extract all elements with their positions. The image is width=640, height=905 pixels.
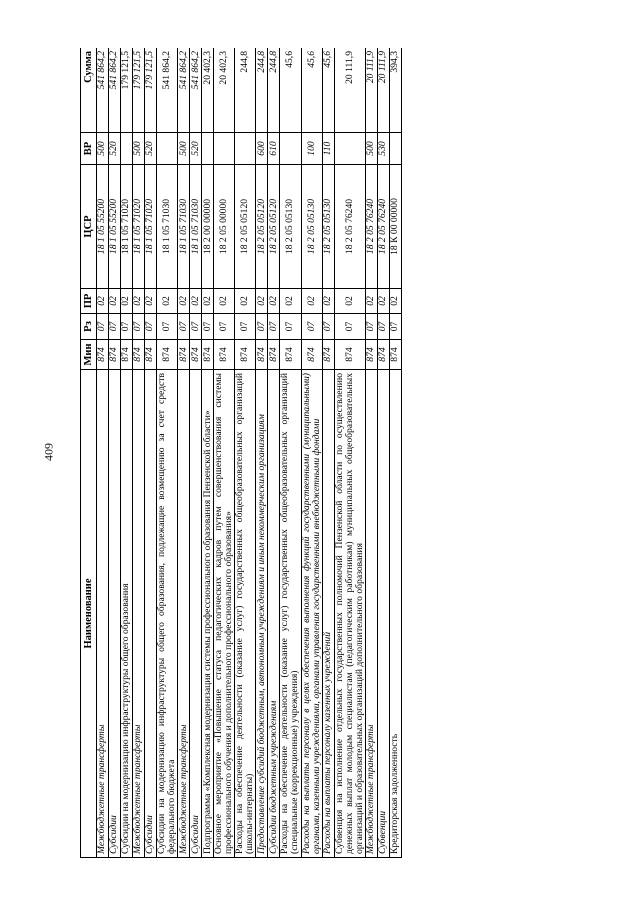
cell-vr bbox=[157, 133, 178, 165]
cell-pr: 02 bbox=[389, 289, 401, 314]
table-row bbox=[377, 48, 389, 858]
header-sum: Сумма bbox=[81, 48, 97, 133]
cell-sum: 244,8 bbox=[235, 48, 256, 133]
cell-rz: 07 bbox=[214, 314, 235, 340]
cell-min: 874 bbox=[190, 340, 202, 370]
cell-csr: 18 2 05 00000 bbox=[214, 165, 235, 289]
cell-min: 874 bbox=[202, 340, 214, 370]
header-min: Мин bbox=[81, 340, 97, 370]
header-vr: ВР bbox=[81, 133, 97, 165]
rotated-page bbox=[80, 48, 568, 858]
cell-csr: 18 2 05 05130 bbox=[280, 165, 301, 289]
cell-name: Расходы на выплаты персоналу казенных учреждений bbox=[322, 370, 334, 858]
cell-vr: 520 bbox=[190, 133, 202, 165]
table-row bbox=[256, 48, 268, 858]
cell-min: 874 bbox=[389, 340, 401, 370]
cell-rz: 07 bbox=[322, 314, 334, 340]
cell-pr: 02 bbox=[235, 289, 256, 314]
cell-vr bbox=[202, 133, 214, 165]
header-name: Наименование bbox=[81, 370, 97, 858]
table-row bbox=[235, 48, 256, 858]
cell-csr: 18 2 05 05130 bbox=[322, 165, 334, 289]
budget-table bbox=[80, 48, 402, 858]
cell-pr: 02 bbox=[121, 289, 133, 314]
cell-min: 874 bbox=[334, 340, 365, 370]
cell-sum: 541 864,2 bbox=[190, 48, 202, 133]
cell-rz: 07 bbox=[121, 314, 133, 340]
cell-sum: 394,3 bbox=[389, 48, 401, 133]
cell-sum: 20 402,3 bbox=[214, 48, 235, 133]
cell-csr: 18 2 05 05130 bbox=[301, 165, 322, 289]
table-row bbox=[214, 48, 235, 858]
cell-name: Кредиторская задолженность bbox=[389, 370, 401, 858]
cell-sum: 541 864,2 bbox=[109, 48, 121, 133]
table-row bbox=[133, 48, 145, 858]
cell-vr: 500 bbox=[365, 133, 377, 165]
table-body bbox=[97, 48, 402, 858]
cell-sum: 541 864,2 bbox=[178, 48, 190, 133]
cell-sum: 20 111,9 bbox=[334, 48, 365, 133]
cell-min: 874 bbox=[157, 340, 178, 370]
cell-pr: 02 bbox=[145, 289, 157, 314]
cell-csr: 18 1 05 71020 bbox=[145, 165, 157, 289]
cell-rz: 07 bbox=[377, 314, 389, 340]
cell-name: Основное мероприятие «Повышение статуса педагогических кадров путем совершенствования системы профессионального обучения и дополнительного профессионального образования» bbox=[214, 370, 235, 858]
cell-csr: 18 1 05 71020 bbox=[121, 165, 133, 289]
cell-vr bbox=[235, 133, 256, 165]
cell-vr bbox=[121, 133, 133, 165]
cell-vr bbox=[214, 133, 235, 165]
cell-sum: 179 121,5 bbox=[121, 48, 133, 133]
cell-pr: 02 bbox=[334, 289, 365, 314]
cell-sum: 179 121,5 bbox=[133, 48, 145, 133]
cell-vr: 500 bbox=[133, 133, 145, 165]
cell-csr: 18 1 05 71030 bbox=[178, 165, 190, 289]
cell-sum: 45,6 bbox=[280, 48, 301, 133]
cell-name: Межбюджетные трансферты bbox=[178, 370, 190, 858]
cell-rz: 07 bbox=[301, 314, 322, 340]
cell-min: 874 bbox=[256, 340, 268, 370]
cell-min: 874 bbox=[97, 340, 109, 370]
cell-pr: 02 bbox=[280, 289, 301, 314]
table-row bbox=[322, 48, 334, 858]
cell-rz: 07 bbox=[235, 314, 256, 340]
cell-rz: 07 bbox=[145, 314, 157, 340]
cell-min: 874 bbox=[235, 340, 256, 370]
cell-vr: 520 bbox=[109, 133, 121, 165]
cell-pr: 02 bbox=[214, 289, 235, 314]
table-row bbox=[301, 48, 322, 858]
cell-pr: 02 bbox=[322, 289, 334, 314]
cell-pr: 02 bbox=[202, 289, 214, 314]
cell-vr: 100 bbox=[301, 133, 322, 165]
cell-name: Субвенция на исполнение отдельных государственных полномочий Пензенской области по осуществлению денежных выплат молодым специалистам (педагогическим работникам) муниципальных общеобразовательных организаций и образовательных организаций дополнительного образования bbox=[334, 370, 365, 858]
cell-pr: 02 bbox=[365, 289, 377, 314]
table-row bbox=[334, 48, 365, 858]
cell-pr: 02 bbox=[301, 289, 322, 314]
cell-min: 874 bbox=[214, 340, 235, 370]
cell-sum: 244,8 bbox=[268, 48, 280, 133]
cell-min: 874 bbox=[121, 340, 133, 370]
cell-rz: 07 bbox=[97, 314, 109, 340]
table-row bbox=[202, 48, 214, 858]
cell-name: Расходы на обеспечение деятельности (оказание услуг) государственных общеобразовательных организаций (специальные (коррекционные) учреждения) bbox=[280, 370, 301, 858]
cell-min: 874 bbox=[377, 340, 389, 370]
cell-sum: 541 864,2 bbox=[97, 48, 109, 133]
cell-vr: 500 bbox=[97, 133, 109, 165]
cell-rz: 07 bbox=[157, 314, 178, 340]
cell-sum: 45,6 bbox=[301, 48, 322, 133]
cell-name: Межбюджетные трансферты bbox=[133, 370, 145, 858]
cell-csr: 18 2 05 76240 bbox=[365, 165, 377, 289]
table-row bbox=[268, 48, 280, 858]
cell-min: 874 bbox=[178, 340, 190, 370]
cell-min: 874 bbox=[145, 340, 157, 370]
cell-vr: 500 bbox=[178, 133, 190, 165]
cell-pr: 02 bbox=[97, 289, 109, 314]
cell-csr: 18 1 05 71020 bbox=[133, 165, 145, 289]
cell-vr bbox=[280, 133, 301, 165]
cell-min: 874 bbox=[109, 340, 121, 370]
cell-sum: 244,8 bbox=[256, 48, 268, 133]
cell-min: 874 bbox=[268, 340, 280, 370]
cell-name: Межбюджетные трансферты bbox=[365, 370, 377, 858]
cell-name: Предоставление субсидий бюджетным, автономным учреждениям и иным некоммерческим организациям bbox=[256, 370, 268, 858]
cell-csr: 18 2 05 05120 bbox=[256, 165, 268, 289]
cell-min: 874 bbox=[322, 340, 334, 370]
cell-sum: 20 111,9 bbox=[365, 48, 377, 133]
cell-rz: 07 bbox=[109, 314, 121, 340]
cell-csr: 18 2 05 76240 bbox=[334, 165, 365, 289]
cell-rz: 07 bbox=[334, 314, 365, 340]
cell-rz: 07 bbox=[389, 314, 401, 340]
cell-rz: 07 bbox=[365, 314, 377, 340]
cell-name: Расходы на выплаты персоналу в целях обеспечения выполнения функций государственными (муниципальными) органами, казенными учреждениями, органами управления государственными внебюджетными фондами bbox=[301, 370, 322, 858]
cell-vr: 520 bbox=[145, 133, 157, 165]
cell-name: Субвенции bbox=[377, 370, 389, 858]
header-pr: ПР bbox=[81, 289, 97, 314]
cell-name: Субсидии bbox=[190, 370, 202, 858]
table-row bbox=[365, 48, 377, 858]
cell-csr: 18 2 05 05120 bbox=[268, 165, 280, 289]
cell-pr: 02 bbox=[190, 289, 202, 314]
cell-rz: 07 bbox=[280, 314, 301, 340]
cell-name: Субсидии bbox=[109, 370, 121, 858]
cell-min: 874 bbox=[280, 340, 301, 370]
cell-name: Межбюджетные трансферты bbox=[97, 370, 109, 858]
table-row bbox=[157, 48, 178, 858]
cell-min: 874 bbox=[301, 340, 322, 370]
cell-csr: 18 2 05 76240 bbox=[377, 165, 389, 289]
cell-name: Субсидии на модернизацию инфраструктуры общего образования, подлежащие возмещению за счет средств федерального бюджета bbox=[157, 370, 178, 858]
cell-min: 874 bbox=[365, 340, 377, 370]
cell-csr: 18 К 00 00000 bbox=[389, 165, 401, 289]
cell-csr: 18 1 05 55200 bbox=[109, 165, 121, 289]
cell-sum: 179 121,5 bbox=[145, 48, 157, 133]
cell-rz: 07 bbox=[202, 314, 214, 340]
cell-vr: 110 bbox=[322, 133, 334, 165]
cell-csr: 18 2 05 05120 bbox=[235, 165, 256, 289]
cell-name: Субсидии на модернизацию инфраструктуры общего образования bbox=[121, 370, 133, 858]
cell-pr: 02 bbox=[256, 289, 268, 314]
cell-csr: 18 1 05 55200 bbox=[97, 165, 109, 289]
cell-sum: 20 402,3 bbox=[202, 48, 214, 133]
table-row bbox=[280, 48, 301, 858]
table-container bbox=[80, 48, 568, 858]
table-row bbox=[97, 48, 109, 858]
header-rz: Рз bbox=[81, 314, 97, 340]
cell-rz: 07 bbox=[133, 314, 145, 340]
cell-rz: 07 bbox=[190, 314, 202, 340]
table-row bbox=[389, 48, 401, 858]
cell-sum: 20 111,9 bbox=[377, 48, 389, 133]
cell-rz: 07 bbox=[256, 314, 268, 340]
cell-rz: 07 bbox=[178, 314, 190, 340]
cell-pr: 02 bbox=[133, 289, 145, 314]
cell-vr bbox=[389, 133, 401, 165]
cell-name: Субсидии bbox=[145, 370, 157, 858]
table-row bbox=[145, 48, 157, 858]
cell-pr: 02 bbox=[109, 289, 121, 314]
cell-pr: 02 bbox=[377, 289, 389, 314]
cell-name: Расходы на обеспечение деятельности (оказание услуг) государственных общеобразовательных организаций (школы-интернаты) bbox=[235, 370, 256, 858]
cell-vr bbox=[334, 133, 365, 165]
cell-pr: 02 bbox=[157, 289, 178, 314]
cell-vr: 530 bbox=[377, 133, 389, 165]
cell-csr: 18 2 00 00000 bbox=[202, 165, 214, 289]
cell-pr: 02 bbox=[178, 289, 190, 314]
cell-name: Подпрограмма «Комплексная модернизация системы профессионального образования Пензенской области» bbox=[202, 370, 214, 858]
table-row bbox=[178, 48, 190, 858]
cell-vr: 600 bbox=[256, 133, 268, 165]
cell-csr: 18 1 05 71030 bbox=[157, 165, 178, 289]
cell-min: 874 bbox=[133, 340, 145, 370]
table-row bbox=[121, 48, 133, 858]
cell-vr: 610 bbox=[268, 133, 280, 165]
table-row bbox=[109, 48, 121, 858]
cell-sum: 541 864,2 bbox=[157, 48, 178, 133]
cell-rz: 07 bbox=[268, 314, 280, 340]
cell-name: Субсидии бюджетным учреждениям bbox=[268, 370, 280, 858]
header-csr: ЦСР bbox=[81, 165, 97, 289]
cell-sum: 45,6 bbox=[322, 48, 334, 133]
page-number: 409 bbox=[41, 443, 56, 461]
cell-pr: 02 bbox=[268, 289, 280, 314]
table-row bbox=[190, 48, 202, 858]
cell-csr: 18 1 05 71030 bbox=[190, 165, 202, 289]
header-row bbox=[81, 48, 97, 858]
